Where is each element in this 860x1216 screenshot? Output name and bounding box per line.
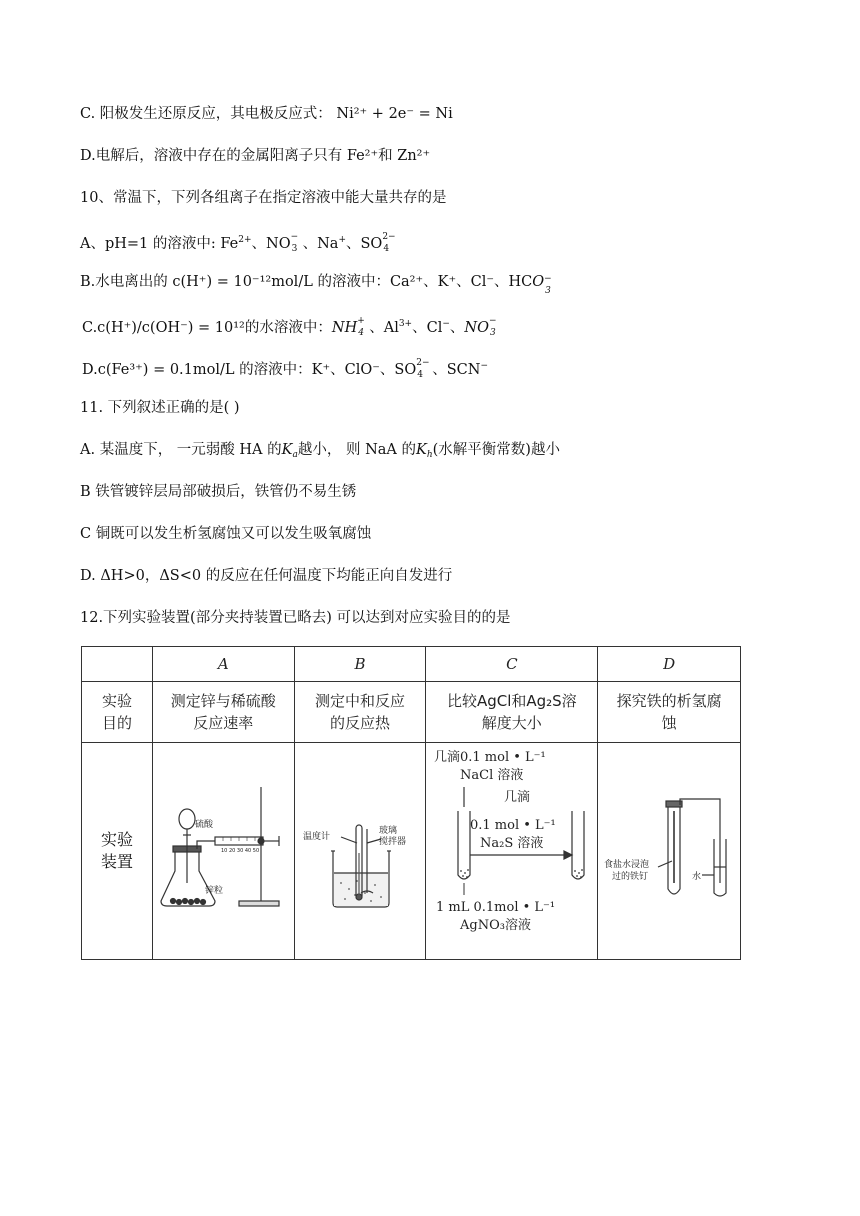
label-thermometer: 温度计	[302, 832, 330, 842]
label-acid: 硫酸	[194, 820, 213, 830]
option-d-text: D.电解后，溶液中存在的金属阳离子只有 Fe²⁺和 Zn²⁺	[80, 148, 431, 164]
question-11-option-a: A. 某温度下， 一元弱酸 HA 的$K_a$越小， 则 NaA 的$K_h$(水解平衡常数)越小	[80, 442, 560, 460]
label-na2s-conc: 0.1 mol • L⁻¹	[470, 818, 557, 833]
header-d: D	[598, 647, 741, 682]
question-11: 11. 下列叙述正确的是( )	[80, 400, 240, 416]
flask-syringe-diagram	[153, 743, 293, 957]
purpose-d: 探究铁的析氢腐 蚀	[598, 682, 741, 743]
header-c: C	[426, 647, 598, 682]
test-tubes-diagram	[426, 743, 596, 957]
corrosion-diagram	[598, 743, 740, 957]
question-10-option-b: B.水电离出的 c(H⁺) = 10⁻¹²mol/L 的溶液中：Ca²⁺、K⁺、Cl⁻、HCO − 3	[80, 274, 552, 296]
label-zinc: 锌粒	[204, 886, 223, 896]
purpose-a: 测定锌与稀硫酸 反应速率	[152, 682, 294, 743]
apparatus-d	[598, 743, 741, 960]
question-10: 10、常温下，下列各组离子在指定溶液中能大量共存的是	[80, 190, 447, 206]
question-11-option-b: B 铁管镀锌层局部破损后，铁管仍不易生锈	[80, 484, 357, 500]
header-blank	[82, 647, 153, 682]
header-b: B	[294, 647, 426, 682]
label-water: 水	[692, 872, 702, 882]
label-na2s: Na₂S 溶液	[480, 836, 544, 851]
apparatus-c	[426, 743, 598, 960]
experiment-table	[81, 646, 741, 960]
label-nacl-conc: 几滴0.1 mol • L⁻¹	[434, 750, 547, 765]
purpose-label: 实验 目的	[82, 682, 153, 743]
beaker-thermometer-diagram	[295, 743, 425, 957]
apparatus-label: 实验 装置	[82, 743, 153, 960]
label-drops: 几滴	[504, 790, 531, 805]
apparatus-row	[82, 743, 741, 960]
question-10-option-d: D.c(Fe³⁺) = 0.1mol/L 的溶液中：K⁺、ClO⁻、SO 2− 4 、SCN−	[82, 358, 488, 380]
purpose-b: 测定中和反应 的反应热	[294, 682, 426, 743]
label-agno3: AgNO₃溶液	[460, 918, 532, 933]
apparatus-a	[152, 743, 294, 960]
label-agno3-conc: 1 mL 0.1mol • L⁻¹	[436, 900, 556, 915]
label-nacl: NaCl 溶液	[460, 768, 524, 783]
question-10-option-a: A、pH=1 的溶液中: $Fe^{2+}$、NO − 3 、Na+、SO 2− 4	[80, 232, 396, 254]
question-11-option-c: C 铜既可以发生析氢腐蚀又可以发生吸氧腐蚀	[80, 526, 372, 542]
label-stirrer-2: 搅拌器	[378, 837, 406, 847]
question-12: 12.下列实验装置(部分夹持装置已略去) 可以达到对应实验目的的是	[80, 610, 511, 626]
table-header-row	[82, 647, 741, 682]
question-10-option-c: C.c(H⁺)/c(OH⁻) = 10¹²的水溶液中：NH + 4 、$Al^{3+}$、Cl−、NO − 3	[82, 316, 497, 338]
label-syringe-scale: 10 20 30 40 50	[220, 848, 260, 854]
label-nail-2: 过的铁钉	[612, 872, 649, 882]
question-11-option-d: D. ΔH>0，ΔS<0 的反应在任何温度下均能正向自发进行	[80, 568, 453, 584]
option-c-text: C. 阳极发生还原反应，其电极反应式： Ni²⁺ + 2e⁻ = Ni	[80, 106, 453, 122]
purpose-row	[82, 682, 741, 743]
label-stirrer-1: 玻璃	[378, 826, 397, 836]
apparatus-b	[294, 743, 426, 960]
label-nail-1: 食盐水浸泡	[604, 860, 650, 870]
purpose-c: 比较AgCl和Ag₂S溶 解度大小	[426, 682, 598, 743]
header-a: A	[152, 647, 294, 682]
